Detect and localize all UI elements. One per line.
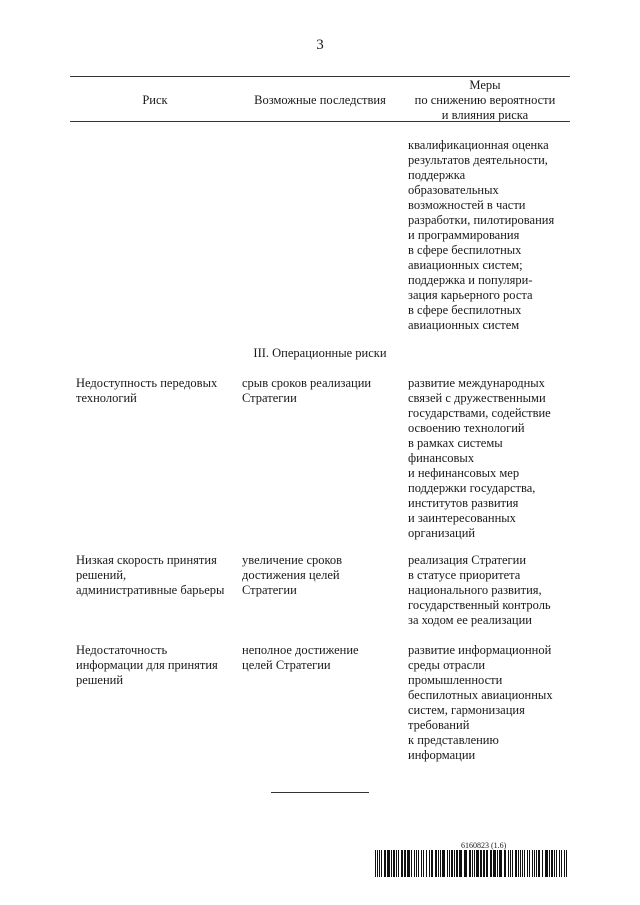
section-title: III. Операционные риски xyxy=(253,346,387,360)
row-2-risk: Низкая скорость принятия решений, административные барьеры xyxy=(76,553,225,597)
row-3-consequence: неполное достижение целей Стратегии xyxy=(242,643,359,672)
footer-rule xyxy=(271,792,369,793)
table-top-rule xyxy=(70,76,570,77)
document-code: 6160823 (1.6) xyxy=(461,841,507,850)
header-consequences: Возможные последствия xyxy=(254,93,386,107)
continuation-measures-cell: квалификационная оценка результатов деятельности, поддержка образовательных возможностей в части разработки, пилотирования и программирования в сфере беспилотных авиационных систем; поддержка и популяри- зация карьерного роста в сфере беспилотных авиационных систем xyxy=(408,138,555,332)
page-number: 3 xyxy=(316,37,324,53)
row-3-risk: Недостаточность информации для принятия решений xyxy=(76,643,218,687)
row-3-measure: развитие информационной среды отрасли промышленности беспилотных авиационных систем, гармонизация требований к представлению информации xyxy=(408,643,553,762)
header-measures: Меры по снижению вероятности и влияния риска xyxy=(414,78,556,122)
row-2-measure: реализация Стратегии в статусе приоритета национального развития, государственный контроль за ходом ее реализации xyxy=(408,553,551,627)
table-header-rule xyxy=(70,121,570,122)
barcode-icon xyxy=(375,850,569,877)
row-1-consequence: срыв сроков реализации Стратегии xyxy=(242,376,372,405)
row-2-consequence: увеличение сроков достижения целей Стратегии xyxy=(242,553,343,597)
row-1-measure: развитие международных связей с дружественными государствами, содействие освоению технологий в рамках системы финансовых и нефинансовых мер поддержки государства, институтов развития и заинтересованных организаций xyxy=(408,376,551,540)
row-1-risk: Недоступность передовых технологий xyxy=(76,376,218,405)
header-risk: Риск xyxy=(142,93,168,107)
